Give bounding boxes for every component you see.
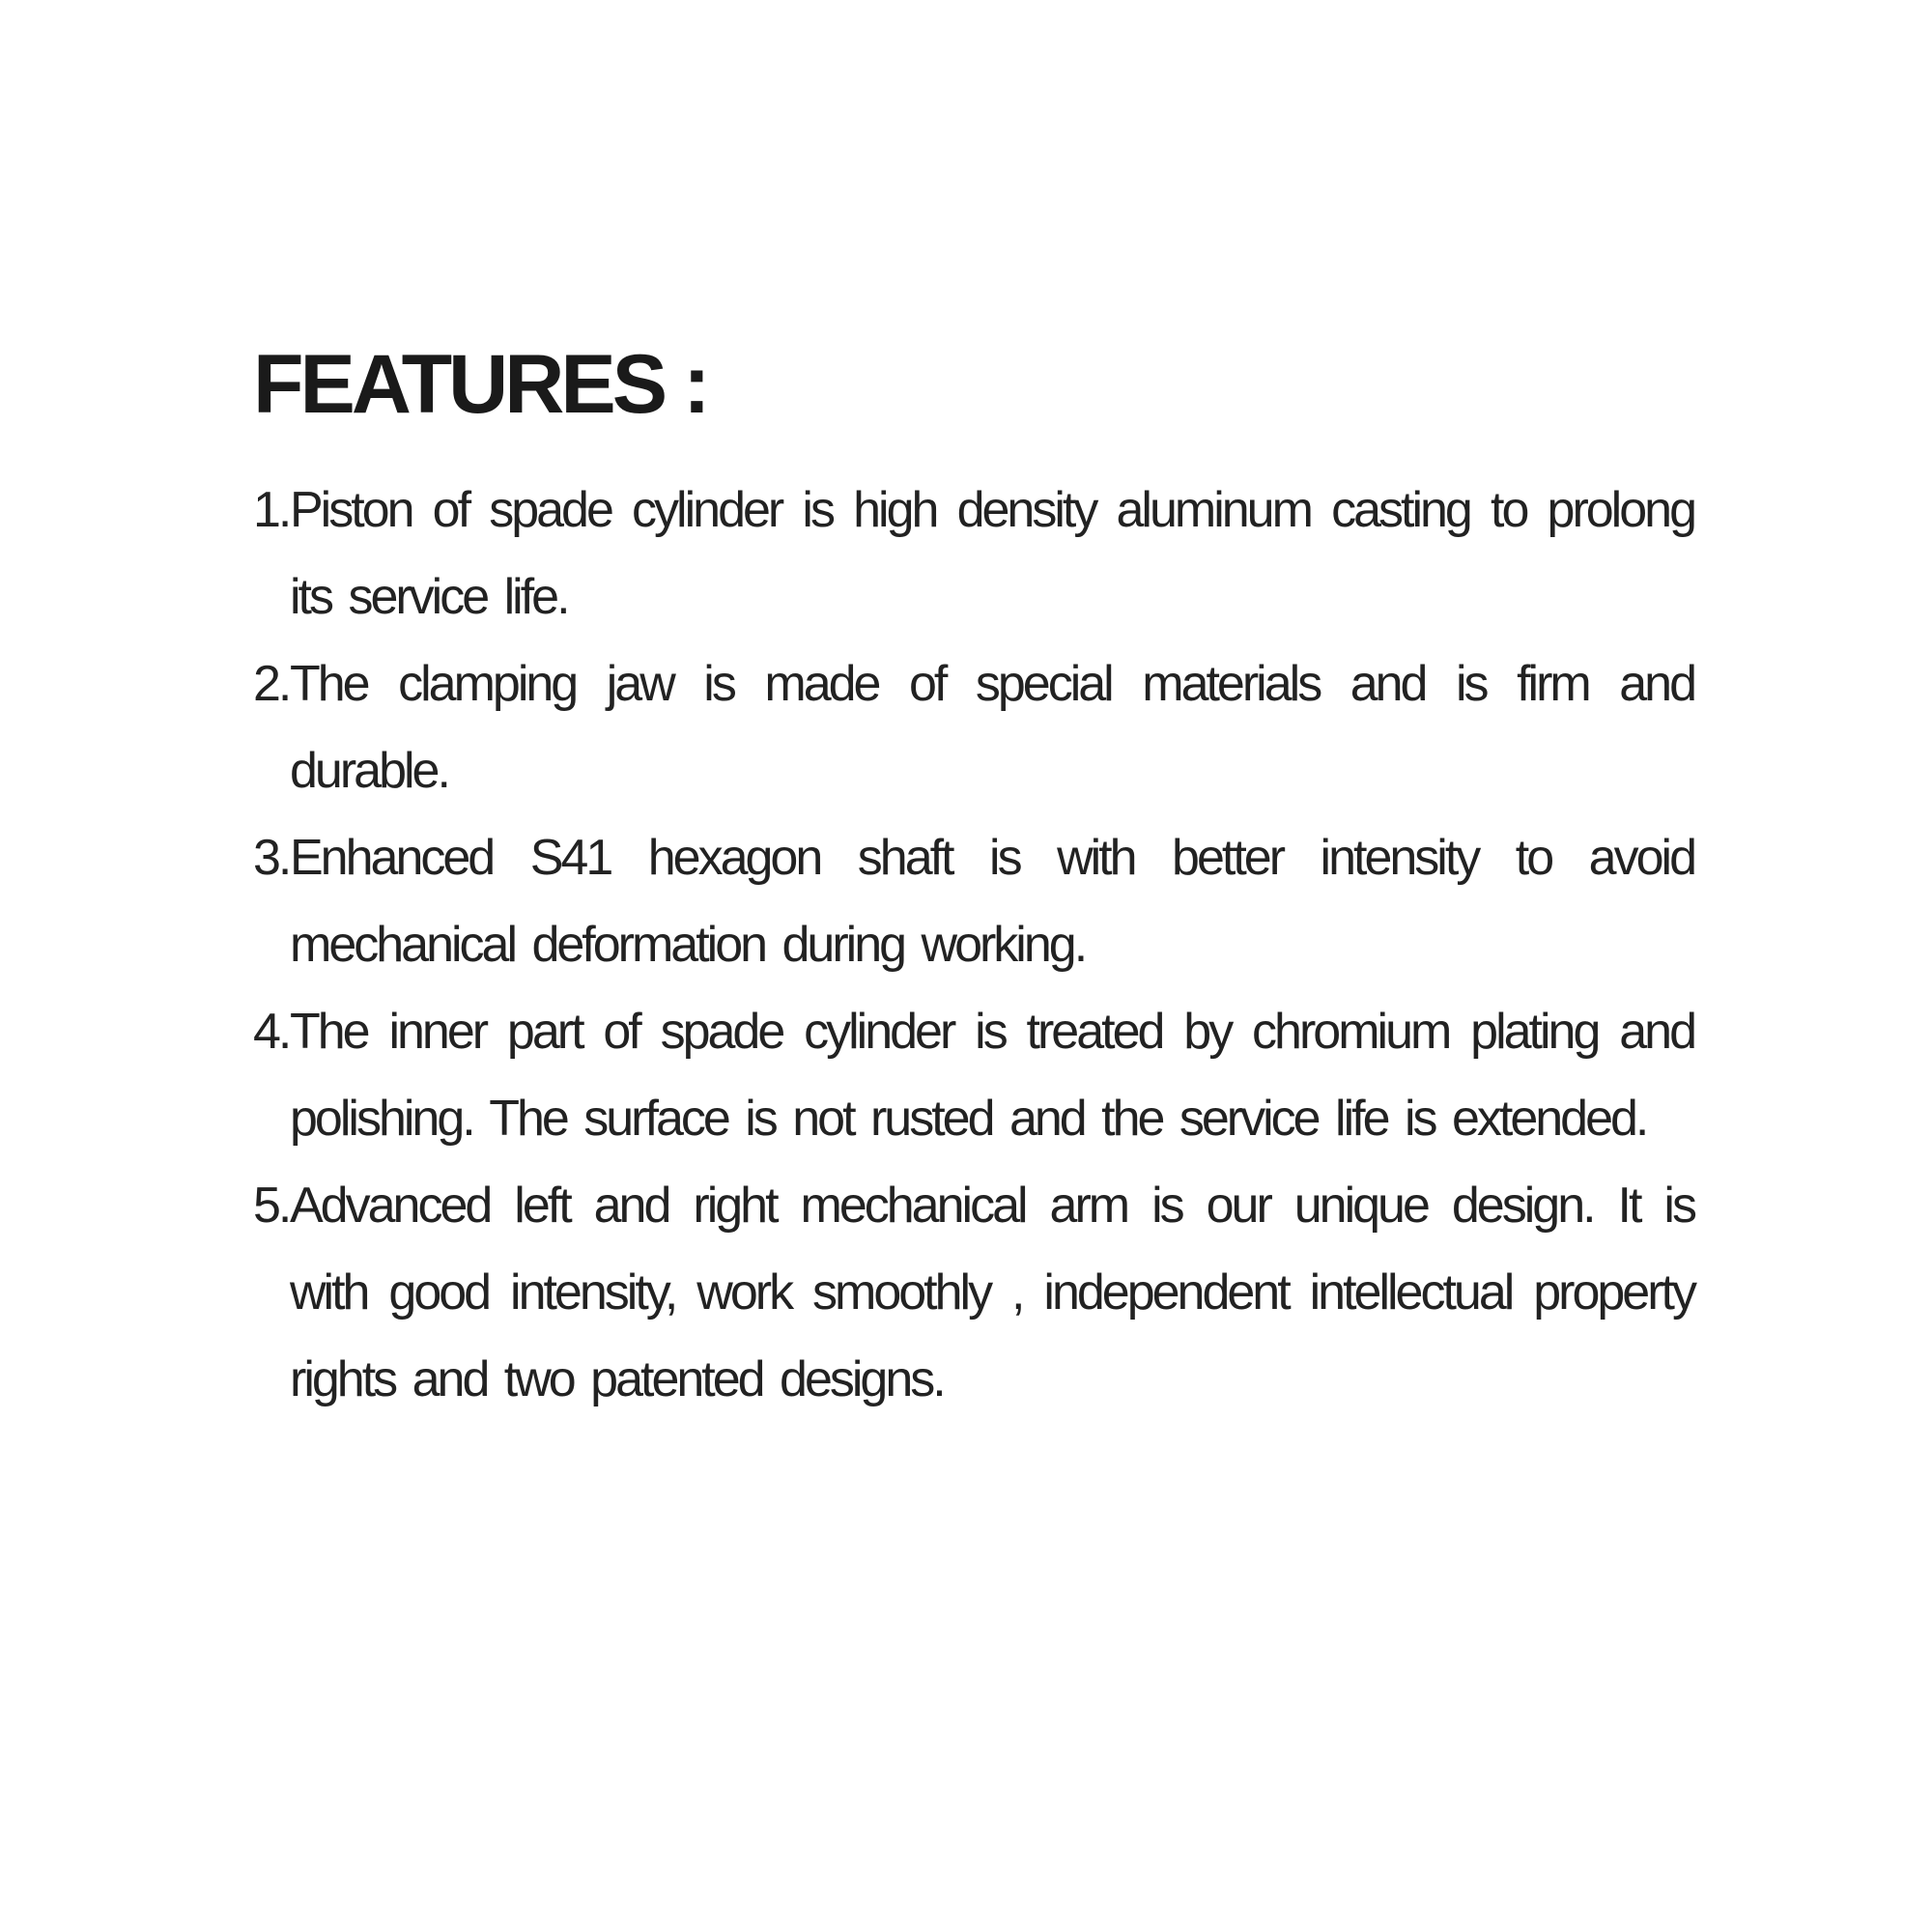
feature-number: 1.	[253, 482, 290, 538]
feature-text: Piston of spade cylinder is high density aluminum casting to prolong its service life.	[290, 482, 1694, 625]
feature-text: Advanced left and right mechanical arm is our unique design. It is with good intensity, work smoothly , independent intellectual property rights and two patented designs.	[290, 1178, 1694, 1407]
feature-item-5	[253, 1162, 1694, 1423]
features-section	[253, 338, 1694, 1423]
features-list	[253, 467, 1694, 1423]
feature-text: The inner part of spade cylinder is treated by chromium plating and polishing. The surface is not rusted and the service life is extended.	[290, 1004, 1694, 1147]
feature-text: The clamping jaw is made of special materials and is firm and durable.	[290, 656, 1694, 799]
feature-item-1	[253, 467, 1694, 640]
feature-item-4	[253, 988, 1694, 1162]
features-heading: FEATURES :	[253, 338, 707, 431]
feature-number: 3.	[253, 830, 290, 886]
feature-item-3	[253, 814, 1694, 988]
feature-number: 2.	[253, 656, 290, 712]
feature-number: 4.	[253, 1004, 290, 1060]
feature-number: 5.	[253, 1178, 290, 1234]
feature-item-2	[253, 640, 1694, 814]
feature-text: Enhanced S41 hexagon shaft is with better intensity to avoid mechanical deformation during working.	[290, 830, 1694, 973]
